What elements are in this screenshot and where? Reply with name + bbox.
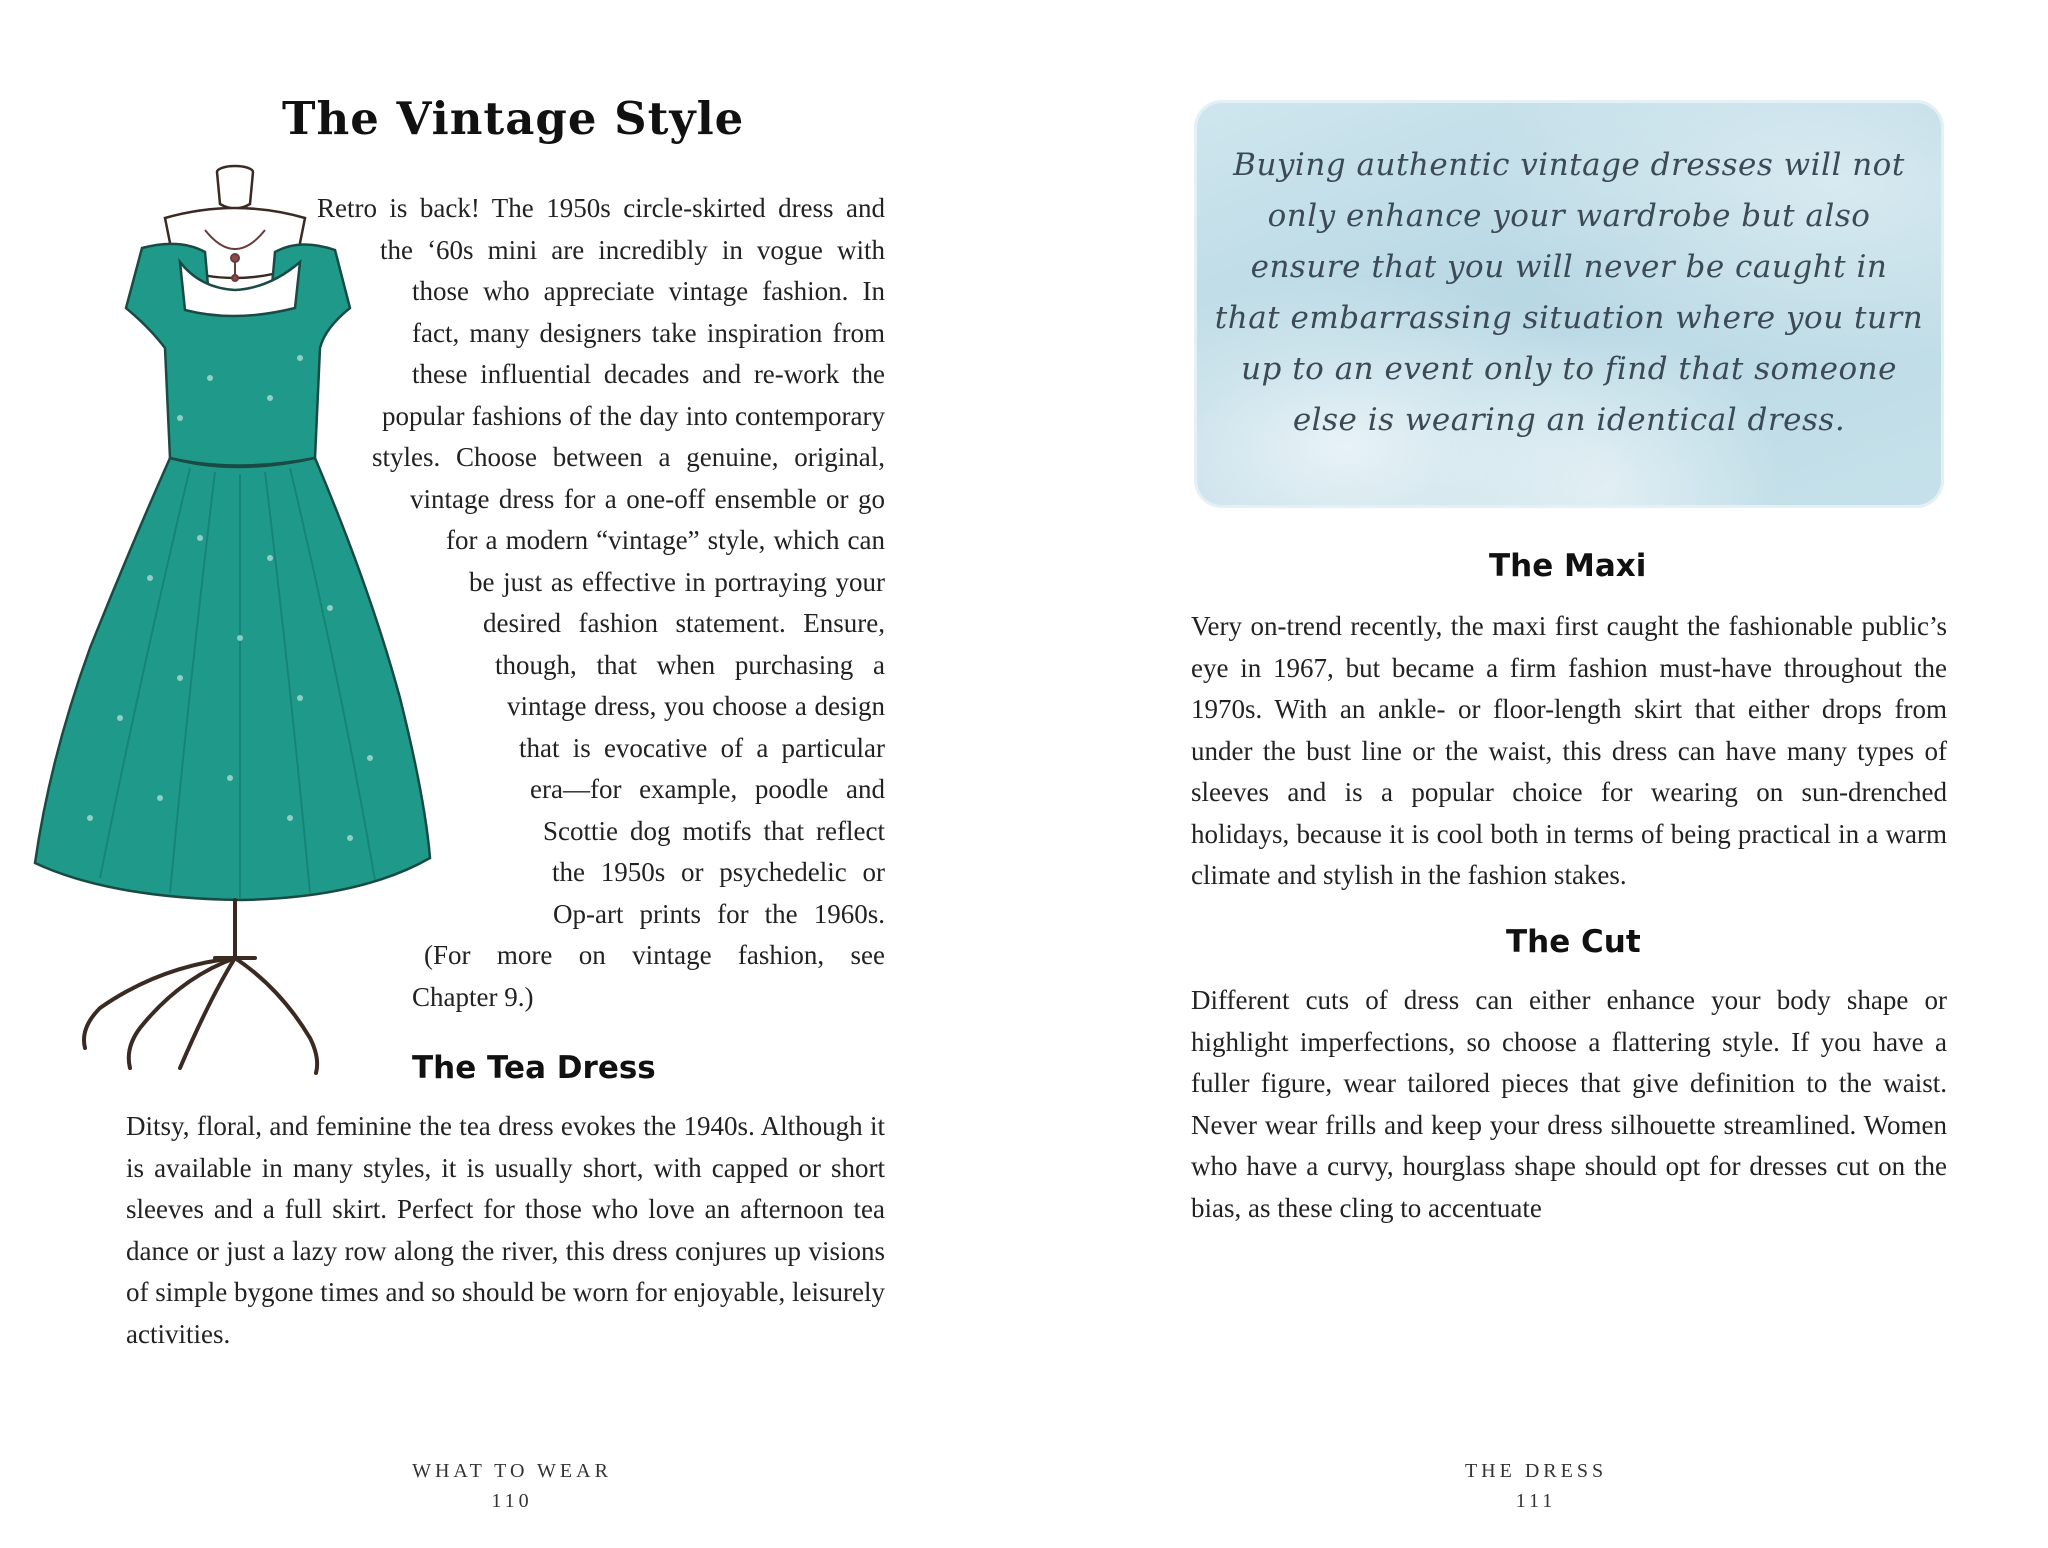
intro-line: styles. Choose between a genuine, original, (372, 442, 885, 472)
intro-line: the ‘60s mini are incredibly in vogue with (380, 234, 885, 265)
intro-paragraph (0, 188, 885, 1018)
intro-line: that is evocative of a particular (519, 732, 885, 763)
intro-line: for a modern “vintage” style, which can (446, 525, 885, 555)
page-number-right: 111 (1515, 1490, 1557, 1512)
running-title-right: THE DRESS (1464, 1460, 1608, 1482)
intro-line: the 1950s or psychedelic or (552, 857, 885, 887)
cut-paragraph: Different cuts of dress can either enhance your body shape or highlight imperfections, so choose a flattering style. If you have a fuller figure, wear tailored pieces that give definition to the waist. Never wear frills and keep your dress silhouette streamlined. Women who have a curvy, hourglass shape should opt for dresses cut on the bias, as these cling to accentuate (1191, 985, 1947, 1223)
intro-line: (For more on vintage fashion, see (424, 940, 885, 970)
tea-dress-heading: The Tea Dress (412, 1050, 656, 1086)
intro-line: vintage dress for a one-off ensemble or go (410, 483, 885, 514)
running-title-left: WHAT TO WEAR (412, 1460, 612, 1482)
pull-quote-box (1194, 100, 1944, 508)
intro-line: though, that when purchasing a (495, 649, 885, 680)
page-title: The Vintage Style (282, 92, 745, 145)
intro-line: desired fashion statement. Ensure, (483, 608, 885, 638)
intro-line: era—for example, poodle and (530, 774, 885, 804)
intro-line: be just as effective in portraying your (469, 566, 885, 597)
intro-line: popular fashions of the day into contemporary (382, 400, 885, 431)
maxi-paragraph: Very on-trend recently, the maxi first caught the fashionable public’s eye in 1967, but became a firm fashion must-have throughout the 1970s. With an ankle- or floor-length skirt that either drops from under the bust line or the waist, this dress can have many types of sleeves and is a popular choice for wearing on sun-drenched holidays, because it is cool both in terms of being practical in a warm climate and stylish in the fashion stakes. (1191, 611, 1947, 890)
intro-line: vintage dress, you choose a design (507, 691, 885, 721)
intro-line: Retro is back! The 1950s circle-skirted dress and (317, 193, 885, 223)
intro-line: fact, many designers take inspiration from (412, 317, 885, 348)
intro-line: Scottie dog motifs that reflect (543, 815, 885, 846)
pull-quote: Buying authentic vintage dresses will not only enhance your wardrobe but also ensure that you will never be caught in that embarrassing situation where you turn up to an event only to find that someone else is wearing an identical dress. (1214, 147, 1924, 438)
intro-line: Chapter 9.) (412, 981, 534, 1012)
cut-heading: The Cut (1506, 924, 1641, 960)
maxi-heading: The Maxi (1489, 548, 1647, 584)
page-number-left: 110 (491, 1490, 533, 1512)
tea-dress-paragraph: Ditsy, floral, and feminine the tea dress evokes the 1940s. Although it is available in many styles, it is usually short, with capped or short sleeves and a full skirt. Perfect for those who love an afternoon tea dance or just a lazy row along the river, this dress conjures up visions of simple bygone times and so should be worn for enjoyable, leisurely activities. (126, 1111, 885, 1349)
intro-line: Op-art prints for the 1960s. (553, 898, 885, 929)
right-page (1024, 0, 2048, 1548)
intro-line: those who appreciate vintage fashion. In (412, 276, 885, 306)
intro-line: these influential decades and re-work the (412, 359, 885, 389)
